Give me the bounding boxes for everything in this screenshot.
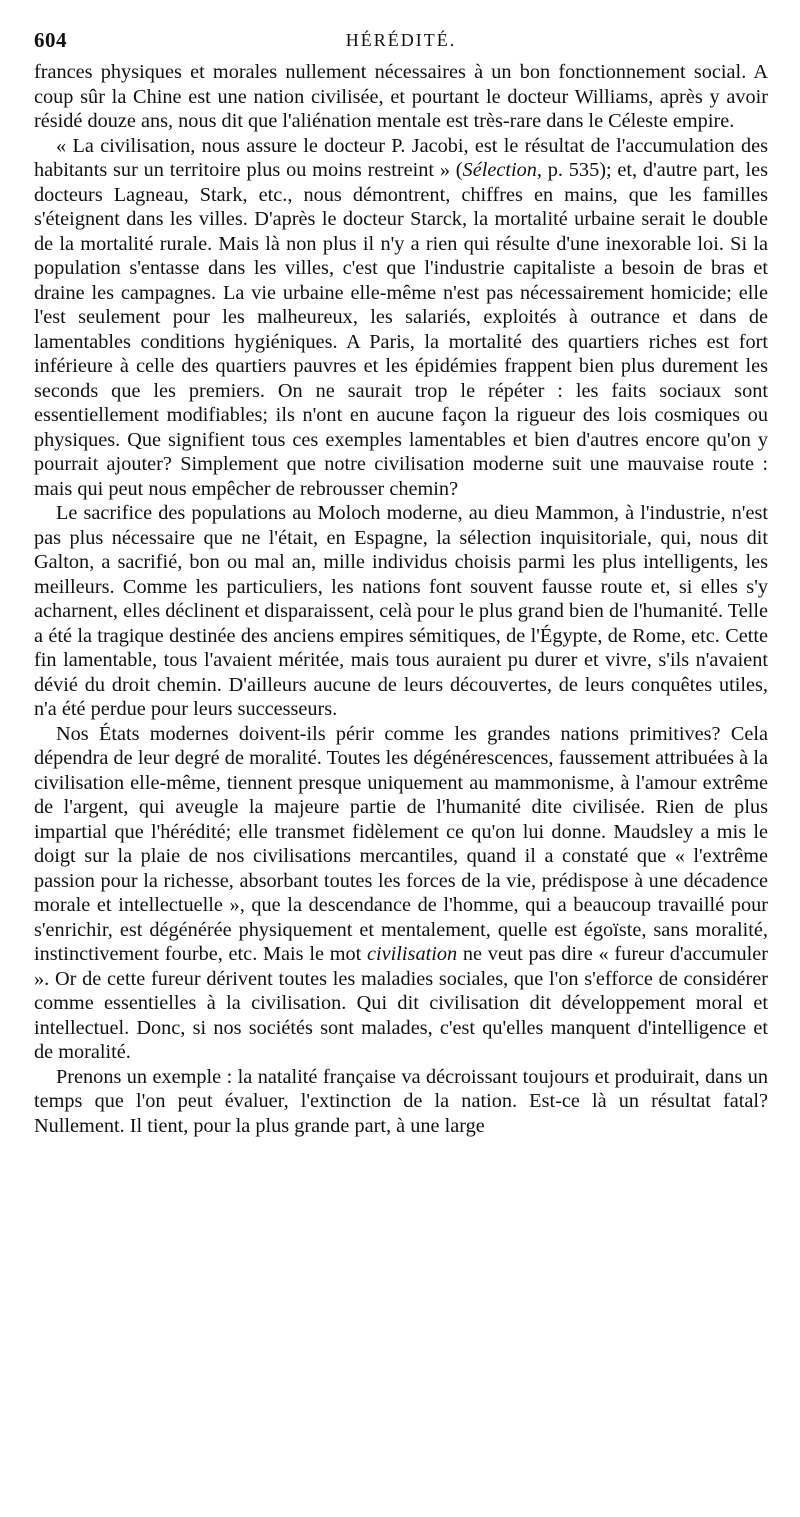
paragraph: [34, 60, 768, 134]
page-header: [34, 26, 768, 60]
italic-word: civilisation: [367, 943, 458, 965]
paragraph: [34, 134, 768, 502]
body-text: [34, 60, 768, 1138]
book-page: [34, 26, 768, 1138]
paragraph-text: Prenons un exemple : la natalité française va décroissant toujours et produirait, dans un temps que l'on peut évaluer, l'extinction de la nation. Est-ce là un résultat fatal? Nullement. Il tient, pour la plus grande part, à une large: [34, 1065, 768, 1137]
paragraph-text: frances physiques et morales nullement nécessaires à un bon fonctionnement social. A coup sûr la Chine est une nation civilisée, et pourtant le docteur Williams, après y avoir résidé douze ans, nous dit que l'aliénation mentale est très-rare dans le Céleste empire.: [34, 61, 768, 132]
paragraph: [34, 501, 768, 722]
paragraph-text: Le sacrifice des populations au Moloch moderne, au dieu Mammon, à l'industrie, n'est pas plus nécessaire que ne l'était, en Espagne, la sélection inquisitoriale, qui, nous dit Galton, a sacrifié, bon ou mal an, mille individus choisis parmi les plus intelligents, les meilleurs. Comme les particuliers, les nations font souvent fausse route et, si elles s'y acharnent, elles déclinent et disparaissent, celà pour le plus grand bien de l'humanité. Telle a été la tragique destinée des anciens empires sémitiques, de l'Égypte, de Rome, etc. Cette fin lamentable, tous l'avaient méritée, mais tous auraient pu durer et vivre, s'ils n'avaient dévié du droit chemin. D'ailleurs aucune de leurs découvertes, de leurs conquêtes utiles, n'a été perdue pour leurs successeurs.: [34, 502, 768, 720]
italic-title: Sélection: [462, 159, 537, 181]
paragraph-text: Nos États modernes doivent-ils périr comme les grandes nations primitives? Cela dépendra de leur degré de moralité. Toutes les dégénérescences, faussement attribuées à la civilisation elle-même, tiennent presque uniquement au mammonisme, à l'amour extrême de l'argent, qui aveugle la majeure partie de l'humanité dite civilisée. Rien de plus impartial que l'hérédité; elle transmet fidèlement ce qu'on lui donne. Maudsley a mis le doigt sur la plaie de nos civilisations mercantiles, quand il a constaté que « l'extrême passion pour la richesse, absorbant toutes les forces de la vie, prédispose à une décadence morale et intellectuelle », que la descendance de l'homme, qui a beaucoup travaillé pour s'enrichir, est dégénérée physiquement et mentalement, quelle est égoïste, sans moralité, instinctivement fourbe, etc. Mais le mot: [34, 722, 768, 965]
paragraph-text: ne veut pas dire « fureur d'accumuler ». Or de cette fureur dérivent toutes les maladies sociales, que l'on s'efforce de considérer comme essentielles à la civilisation. Qui dit civilisation dit développement moral et intellectuel. Donc, si nos sociétés sont malades, c'est qu'elles manquent d'intelligence et de moralité.: [34, 943, 768, 1063]
paragraph: [34, 1065, 768, 1139]
page-number: 604: [34, 28, 67, 52]
paragraph-text: , p. 535); et, d'autre part, les docteurs Lagneau, Stark, etc., nous démontrent, chiffres en mains, que les familles s'éteignent dans les villes. D'après le docteur Starck, la mortalité urbaine serait le double de la mortalité rurale. Mais là non plus il n'y a rien qui résulte d'une inexorable loi. Si la population s'entasse dans les villes, c'est que l'industrie capitaliste a besoin de bras et draine les campagnes. La vie urbaine elle-même n'est pas nécessairement homicide; elle l'est seulement pour les malheureux, les salariés, exploités à outrance et dans de lamentables conditions hygiéniques. A Paris, la mortalité des quartiers riches est fort inférieure à celle des quartiers pauvres et les épidémies frappent bien plus durement les seconds que les premiers. On ne saurait trop le répéter : les faits sociaux sont essentiellement modifiables; ils n'ont en aucune façon la rigueur des lois cosmiques ou physiques. Que signifient tous ces exemples lamentables et bien d'autres encore qu'on y pourrait ajouter? Simplement que notre civilisation moderne suit une mauvaise route : mais qui peut nous empêcher de rebrousser chemin?: [34, 159, 769, 500]
paragraph-text: « La civilisation, nous assure le docteur P. Jacobi, est le résultat de l'accumulation des habitants sur un territoire plus ou moins restreint » (: [34, 134, 768, 181]
paragraph: [34, 722, 768, 1065]
running-title: HÉRÉDITÉ.: [345, 30, 457, 50]
